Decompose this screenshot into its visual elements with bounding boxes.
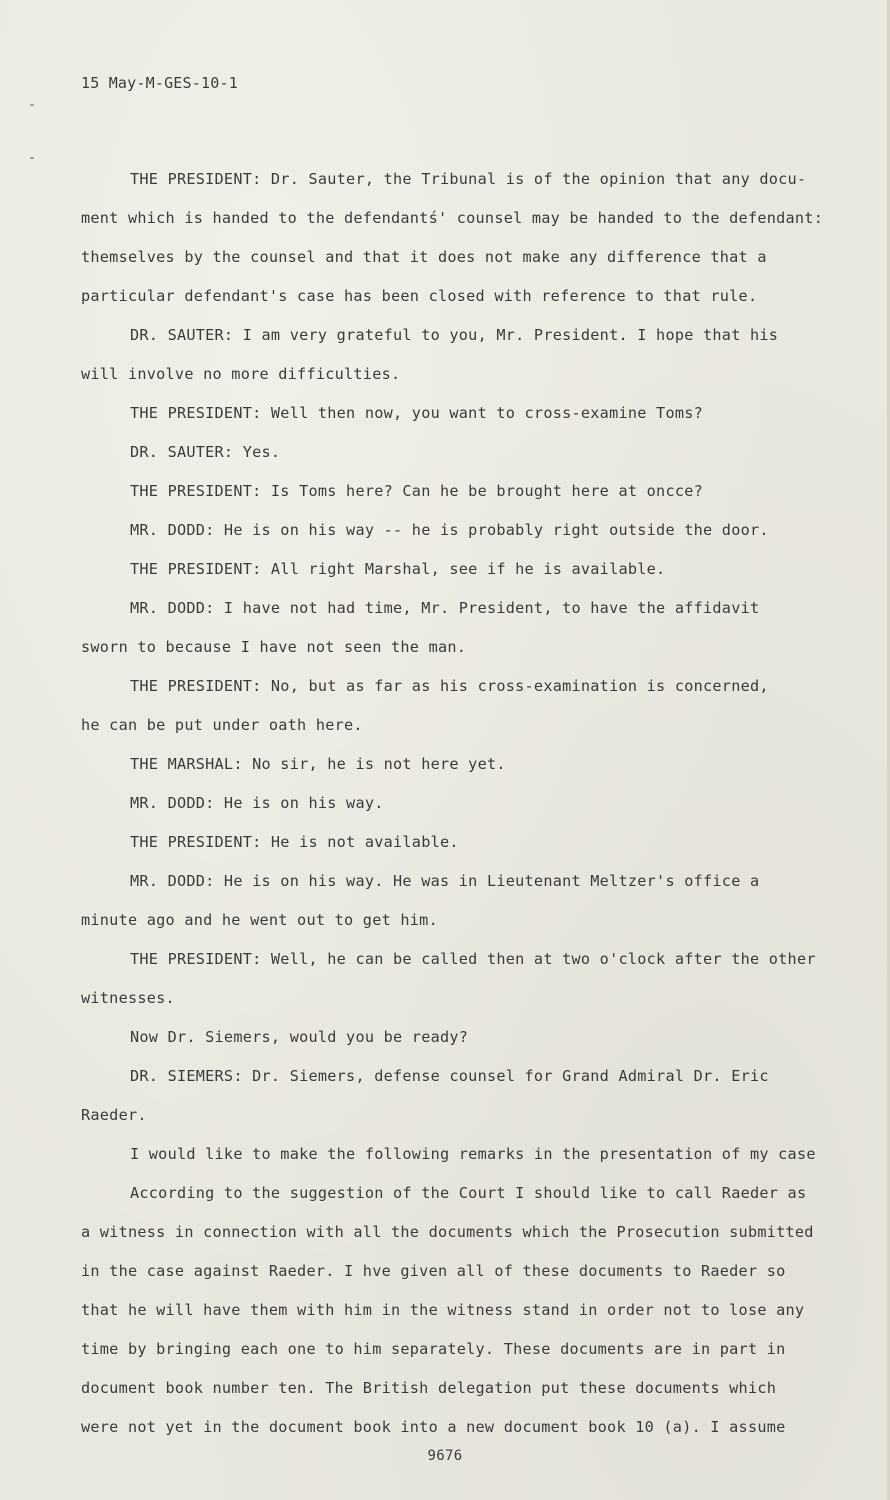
- transcript-line: THE MARSHAL: No sir, he is not here yet.: [130, 755, 506, 773]
- transcript-line: MR. DODD: He is on his way. He was in Lieutenant Meltzer's office a: [130, 872, 760, 890]
- transcript-line: minute ago and he went out to get him.: [81, 911, 438, 929]
- margin-mark: [30, 104, 34, 106]
- transcript-line: DR. SIEMERS: Dr. Siemers, defense counsel for Grand Admiral Dr. Eric: [130, 1067, 769, 1085]
- transcript-line: MR. DODD: He is on his way.: [130, 794, 384, 812]
- transcript-line: DR. SAUTER: I am very grateful to you, Mr. President. I hope that his: [130, 326, 779, 344]
- transcript-line: that he will have them with him in the witness stand in order not to lose any: [81, 1301, 805, 1319]
- transcript-line: THE PRESIDENT: All right Marshal, see if he is available.: [130, 560, 666, 578]
- transcript-line: THE PRESIDENT: Dr. Sauter, the Tribunal is of the opinion that any docu-: [130, 170, 807, 188]
- transcript-line: document book number ten. The British delegation put these documents which: [81, 1379, 777, 1397]
- transcript-line: a witness in connection with all the documents which the Prosecution submitted: [81, 1223, 814, 1241]
- transcript-line: Now Dr. Siemers, would you be ready?: [130, 1028, 469, 1046]
- transcript-line: in the case against Raeder. I hve given all of these documents to Raeder so: [81, 1262, 786, 1280]
- transcript-line: sworn to because I have not seen the man.: [81, 638, 467, 656]
- transcript-line: According to the suggestion of the Court I should like to call Raeder as: [130, 1184, 807, 1202]
- transcript-line: THE PRESIDENT: No, but as far as his cross-examination is concerned,: [130, 677, 769, 695]
- transcript-line: THE PRESIDENT: He is not available.: [130, 833, 459, 851]
- transcript-line: MR. DODD: I have not had time, Mr. President, to have the affidavit: [130, 599, 760, 617]
- transcript-line: Raeder.: [81, 1106, 147, 1124]
- transcript-line: THE PRESIDENT: Well then now, you want to cross-examine Toms?: [130, 404, 704, 422]
- transcript-line: will involve no more difficulties.: [81, 365, 401, 383]
- transcript-line: I would like to make the following remarks in the presentation of my case: [130, 1145, 816, 1163]
- margin-mark: [30, 157, 34, 159]
- transcript-line: witnesses.: [81, 989, 175, 1007]
- transcript-line: time by bringing each one to him separately. These documents are in part in: [81, 1340, 786, 1358]
- transcript-body: [0, 168, 890, 1455]
- transcript-line: ment which is handed to the defendantś' counsel may be handed to the defendant:: [81, 209, 824, 227]
- transcript-line: he can be put under oath here.: [81, 716, 363, 734]
- transcript-line: THE PRESIDENT: Well, he can be called then at two o'clock after the other: [130, 950, 816, 968]
- transcript-line: themselves by the counsel and that it does not make any difference that a: [81, 248, 767, 266]
- page-header: 15 May-M-GES-10-1: [81, 74, 238, 92]
- transcript-line: DR. SAUTER: Yes.: [130, 443, 281, 461]
- transcript-line: MR. DODD: He is on his way -- he is probably right outside the door.: [130, 521, 769, 539]
- transcript-line: were not yet in the document book into a new document book 10 (a). I assume: [81, 1418, 786, 1436]
- transcript-line: particular defendant's case has been closed with reference to that rule.: [81, 287, 758, 305]
- page-number: 9676: [427, 1448, 463, 1464]
- transcript-line: THE PRESIDENT: Is Toms here? Can he be brought here at oncce?: [130, 482, 704, 500]
